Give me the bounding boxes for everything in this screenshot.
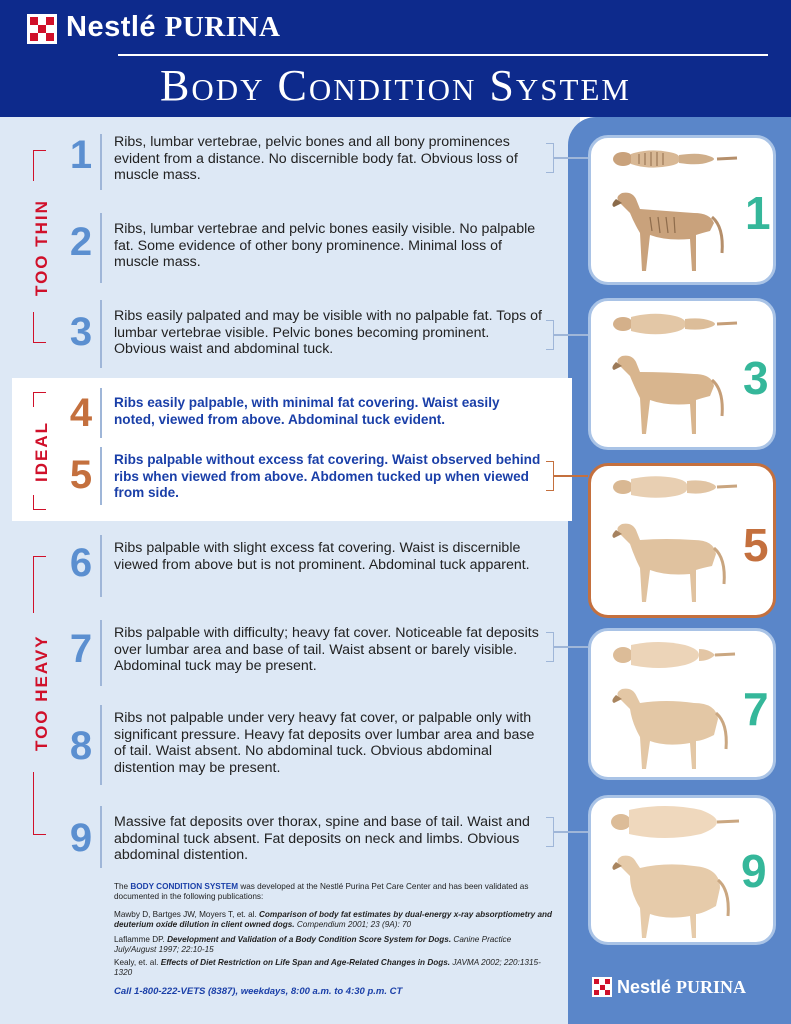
card-score-number-ideal: 5 [743, 519, 769, 571]
ref-source: JAVMA 2002; 220:1315-1320 [114, 958, 541, 977]
score-description: Ribs, lumbar vertebrae, pelvic bones and all bony prominences evident from a distance. No discernible body fat. Obvious loss of muscle mass. [114, 134, 518, 183]
score-description: Ribs palpable with slight excess fat covering. Waist is discernible viewed from above but is not prominent. Abdominal tuck apparent. [114, 540, 530, 573]
connector-line-ideal [554, 475, 588, 477]
connector-bracket [546, 320, 554, 350]
card-score-number: 7 [743, 683, 769, 735]
ideal-bracket-top [33, 392, 46, 407]
too-thin-label: TOO THIN [32, 199, 51, 296]
page-title: Body Condition System [160, 61, 631, 110]
dog-top-view-illustration [609, 307, 739, 341]
score-number: 1 [69, 133, 93, 177]
score-description: Massive fat deposits over thorax, spine and base of tail. Waist and abdominal tuck absent. Fat deposits on neck and limbs. Obvious abdominal distention. [114, 814, 530, 863]
footer-intro [114, 882, 554, 901]
card-score-number: 3 [743, 352, 769, 404]
too-heavy-bracket-bottom [33, 772, 46, 835]
dog-side-view-illustration [606, 846, 736, 941]
dog-side-view-illustration [606, 514, 736, 609]
footer-intro-text: The [114, 882, 131, 891]
row-divider [100, 535, 102, 597]
connector-bracket-ideal [546, 461, 554, 491]
brand-nestle: Nestlé [66, 11, 157, 43]
footer-brand-purina: PURINA [676, 977, 747, 997]
score-number: 2 [69, 220, 93, 264]
dog-card-7 [588, 628, 776, 780]
card-score-number: 9 [741, 845, 767, 897]
footer-reference-3 [114, 958, 554, 977]
score-description-ideal: Ribs easily palpable, with minimal fat covering. Waist easily noted, viewed from above. Abdominal tuck evident. [114, 395, 500, 427]
connector-line [554, 157, 588, 159]
dog-card-9 [588, 795, 776, 945]
dog-card-3 [588, 298, 776, 450]
footer-brand-name [617, 977, 746, 998]
nestle-purina-checkerboard-logo [27, 14, 57, 44]
ref-source: Compendium 2001; 23 (9A): 70 [294, 919, 412, 929]
footer-system-name: BODY CONDITION SYSTEM [130, 882, 239, 891]
dog-top-view-illustration [609, 637, 739, 673]
score-description: Ribs palpable with difficulty; heavy fat cover. Noticeable fat deposits over lumbar area and base of tail. Waist absent or barely visible. Abdominal tuck may be present. [114, 625, 539, 674]
row-divider [100, 705, 102, 785]
header-divider [118, 54, 768, 56]
score-number-ideal: 4 [69, 391, 93, 435]
ref-authors: Kealy, et. al. [114, 958, 161, 967]
ref-title: Comparison of body fat estimates by dual-energy x-ray absorptiometry and deuterium oxide dilution in client owned dogs. [114, 910, 552, 929]
phone-contact: Call 1-800-222-VETS (8387), weekdays, 8:00 a.m. to 4:30 p.m. CT [114, 986, 403, 997]
dog-side-view-illustration [606, 183, 736, 278]
too-thin-bracket [33, 150, 46, 181]
dog-card-1 [588, 135, 776, 285]
score-number: 8 [69, 724, 93, 768]
row-divider [100, 806, 102, 868]
row-divider [100, 388, 102, 438]
card-score-number: 1 [745, 187, 771, 239]
ref-authors: Mawby D, Bartges JW, Moyers T, et. al. [114, 910, 259, 919]
score-description: Ribs not palpable under very heavy fat cover, or palpable only with significant pressure. Heavy fat deposits over lumbar area and base of tail. Waist absent. No abdominal tuck. Obvious abdominal distention may be present. [114, 710, 535, 776]
ref-title: Development and Validation of a Body Condition Score System for Dogs. [167, 935, 452, 944]
header-banner [0, 0, 791, 117]
ideal-label: IDEAL [32, 421, 51, 483]
ref-authors: Laflamme DP. [114, 935, 168, 944]
dog-top-view-illustration [609, 470, 739, 504]
connector-bracket [546, 632, 554, 662]
row-divider [100, 447, 102, 505]
row-divider [100, 300, 102, 368]
brand-name [66, 11, 280, 44]
brand-purina: PURINA [164, 11, 281, 43]
ref-source: Canine Practice July/August 1997; 22:10-15 [114, 935, 512, 954]
score-number: 6 [69, 541, 93, 585]
footer-reference-2 [114, 935, 554, 954]
dog-card-5 [588, 463, 776, 618]
footer-checkerboard-logo [592, 977, 612, 997]
dog-top-view-illustration [605, 802, 745, 842]
too-heavy-label: TOO HEAVY [32, 634, 51, 752]
footer-intro-text: was developed at the Nestlé Purina Pet Care Center and has been validated as documented in the following publications: [114, 882, 529, 901]
too-thin-bracket-bottom [33, 312, 46, 343]
footer-reference-1 [114, 910, 554, 929]
connector-bracket [546, 817, 554, 847]
connector-line [554, 646, 588, 648]
score-description: Ribs, lumbar vertebrae and pelvic bones easily visible. No palpable fat. Some evidence of other bony prominence. Minimal loss of muscle mass. [114, 221, 536, 270]
score-number: 9 [69, 816, 93, 860]
score-number: 7 [69, 627, 93, 671]
score-number: 3 [69, 310, 93, 354]
score-description-ideal: Ribs palpable without excess fat covering. Waist observed behind ribs when viewed from above. Abdomen tucked up when viewed from side. [114, 452, 541, 500]
connector-line [554, 334, 588, 336]
row-divider [100, 620, 102, 686]
score-description: Ribs easily palpated and may be visible with no palpable fat. Tops of lumbar vertebrae visible. Pelvic bones becoming prominent. Obvious waist and abdominal tuck. [114, 308, 542, 357]
dog-top-view-illustration [609, 142, 739, 176]
too-heavy-bracket-top [33, 556, 46, 613]
footer-brand-nestle: Nestlé [617, 977, 672, 997]
connector-bracket [546, 143, 554, 173]
dog-side-view-illustration [606, 679, 736, 774]
row-divider [100, 213, 102, 283]
score-number-ideal: 5 [69, 453, 93, 497]
row-divider [100, 134, 102, 190]
connector-line [554, 831, 588, 833]
dog-side-view-illustration [606, 346, 736, 441]
ref-title: Effects of Diet Restriction on Life Span and Age-Related Changes in Dogs. [160, 958, 451, 967]
ideal-bracket-bottom [33, 495, 46, 510]
